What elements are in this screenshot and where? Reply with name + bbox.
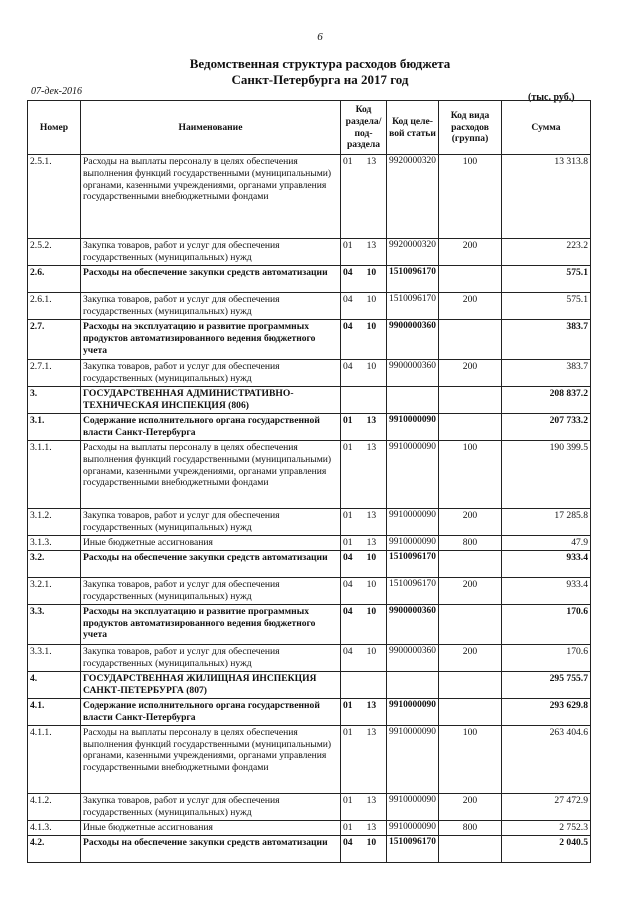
row-expense-type [439, 266, 502, 293]
row-name: Расходы на обеспечение закупки средств автоматизации [81, 266, 341, 293]
row-article: 9900000360 [387, 644, 439, 671]
row-number: 4.2. [28, 835, 81, 862]
row-name: Закупка товаров, работ и услуг для обеспечения государственных (муниципальных) нужд [81, 239, 341, 266]
row-section [341, 320, 387, 360]
row-expense-type: 200 [439, 360, 502, 387]
row-expense-type: 200 [439, 509, 502, 536]
row-section [341, 577, 387, 604]
section-code: 01 [343, 156, 353, 167]
row-sum: 13 313.8 [502, 155, 591, 239]
row-section [341, 239, 387, 266]
row-section [341, 387, 387, 414]
row-number: 3.3. [28, 604, 81, 644]
row-expense-type [439, 414, 502, 441]
section-code: 01 [343, 726, 353, 738]
row-section [341, 360, 387, 387]
row-number: 3. [28, 387, 81, 414]
table-row [28, 725, 591, 793]
section-code: 04 [343, 836, 353, 848]
row-article: 9910000090 [387, 441, 439, 509]
row-sum: 2 040.5 [502, 835, 591, 862]
row-section [341, 155, 387, 239]
subsection-code: 13 [366, 699, 377, 711]
table-row [28, 644, 591, 671]
subsection-code: 10 [366, 321, 377, 332]
subsection-code: 13 [366, 156, 377, 167]
header-name: Наименование [81, 101, 341, 155]
row-number: 2.5.2. [28, 239, 81, 266]
row-number: 3.2. [28, 550, 81, 577]
table-header-row [28, 101, 591, 155]
row-expense-type: 100 [439, 441, 502, 509]
row-article: 9900000360 [387, 604, 439, 644]
subsection-code: 10 [366, 551, 377, 563]
row-article: 9910000090 [387, 793, 439, 820]
section-code: 04 [343, 605, 353, 617]
row-sum: 263 404.6 [502, 725, 591, 793]
table-row [28, 604, 591, 644]
row-section [341, 644, 387, 671]
row-sum: 2 752.3 [502, 820, 591, 835]
row-number: 4.1. [28, 698, 81, 725]
row-expense-type: 200 [439, 239, 502, 266]
row-name: Расходы на эксплуатацию и развитие программных продуктов автоматизированного ведения бюджетного учета [81, 604, 341, 644]
row-sum: 190 399.5 [502, 441, 591, 509]
row-section [341, 414, 387, 441]
row-name: ГОСУДАРСТВЕННАЯ АДМИНИСТРАТИВНО-ТЕХНИЧЕСКАЯ ИНСПЕКЦИЯ (806) [81, 387, 341, 414]
section-code: 04 [343, 267, 353, 278]
row-expense-type: 200 [439, 577, 502, 604]
row-name: Закупка товаров, работ и услуг для обеспечения государственных (муниципальных) нужд [81, 793, 341, 820]
subsection-code: 10 [366, 605, 377, 617]
units-label: (тыс. руб.) [528, 92, 575, 103]
table-row [28, 293, 591, 320]
row-number: 3.3.1. [28, 644, 81, 671]
row-section [341, 820, 387, 835]
section-code: 01 [343, 699, 353, 711]
section-code: 01 [343, 240, 353, 251]
row-article: 9910000090 [387, 414, 439, 441]
row-sum: 208 837.2 [502, 387, 591, 414]
table-row [28, 266, 591, 293]
subsection-code: 10 [366, 578, 377, 590]
row-name: Закупка товаров, работ и услуг для обеспечения государственных (муниципальных) нужд [81, 577, 341, 604]
subsection-code: 10 [366, 836, 377, 848]
header-number: Номер [28, 101, 81, 155]
row-article: 1510096170 [387, 577, 439, 604]
row-sum: 170.6 [502, 604, 591, 644]
row-name: Расходы на обеспечение закупки средств автоматизации [81, 550, 341, 577]
row-sum: 383.7 [502, 360, 591, 387]
row-number: 4.1.3. [28, 820, 81, 835]
row-name: Иные бюджетные ассигнования [81, 536, 341, 551]
document-title [0, 56, 640, 88]
row-article: 9910000090 [387, 725, 439, 793]
section-code: 04 [343, 645, 353, 657]
row-number: 2.7.1. [28, 360, 81, 387]
row-number: 2.5.1. [28, 155, 81, 239]
row-expense-type [439, 604, 502, 644]
table-row [28, 671, 591, 698]
row-name: Иные бюджетные ассигнования [81, 820, 341, 835]
section-code: 04 [343, 294, 353, 305]
subsection-code: 13 [366, 821, 377, 833]
table-row [28, 239, 591, 266]
row-number: 2.6. [28, 266, 81, 293]
header-expense-type: Код вида расходов (группа) [439, 101, 502, 155]
section-code: 04 [343, 321, 353, 332]
table-row [28, 360, 591, 387]
header-sum: Сумма [502, 101, 591, 155]
row-section [341, 671, 387, 698]
table-row [28, 835, 591, 862]
section-code: 04 [343, 551, 353, 563]
table-row [28, 509, 591, 536]
table-row [28, 155, 591, 239]
row-expense-type: 800 [439, 820, 502, 835]
row-article: 9920000320 [387, 155, 439, 239]
row-expense-type [439, 387, 502, 414]
subsection-code: 13 [366, 726, 377, 738]
row-section [341, 536, 387, 551]
row-name: Расходы на выплаты персоналу в целях обеспечения выполнения функций государственными (муниципальными) органами, казенными учреждениями, органами управления государственными внебюджетными фондами [81, 155, 341, 239]
row-expense-type [439, 671, 502, 698]
row-name: ГОСУДАРСТВЕННАЯ ЖИЛИЩНАЯ ИНСПЕКЦИЯ САНКТ-ПЕТЕРБУРГА (807) [81, 671, 341, 698]
table-row [28, 550, 591, 577]
row-article: 9900000360 [387, 320, 439, 360]
section-code: 01 [343, 510, 353, 521]
section-code: 01 [343, 537, 353, 548]
row-number: 4.1.2. [28, 793, 81, 820]
subsection-code: 13 [366, 537, 377, 548]
row-section [341, 293, 387, 320]
row-expense-type: 200 [439, 644, 502, 671]
row-expense-type: 200 [439, 293, 502, 320]
row-article: 1510096170 [387, 266, 439, 293]
row-section [341, 266, 387, 293]
section-code: 04 [343, 361, 353, 372]
row-number: 4.1.1. [28, 725, 81, 793]
subsection-code: 10 [366, 294, 377, 305]
table-row [28, 536, 591, 551]
row-sum: 17 285.8 [502, 509, 591, 536]
row-article: 9910000090 [387, 536, 439, 551]
row-number: 3.1.2. [28, 509, 81, 536]
row-sum: 47.9 [502, 536, 591, 551]
title-line-1: Ведомственная структура расходов бюджета [189, 56, 451, 71]
row-sum: 575.1 [502, 293, 591, 320]
row-section [341, 441, 387, 509]
row-name: Содержание исполнительного органа государственной власти Санкт-Петербурга [81, 698, 341, 725]
row-sum: 27 472.9 [502, 793, 591, 820]
row-sum: 293 629.8 [502, 698, 591, 725]
row-article [387, 671, 439, 698]
row-number: 2.7. [28, 320, 81, 360]
row-name: Закупка товаров, работ и услуг для обеспечения государственных (муниципальных) нужд [81, 293, 341, 320]
subsection-code: 13 [366, 794, 377, 806]
section-code: 01 [343, 794, 353, 806]
row-name: Закупка товаров, работ и услуг для обеспечения государственных (муниципальных) нужд [81, 360, 341, 387]
table-row [28, 414, 591, 441]
section-code: 01 [343, 442, 353, 453]
row-article: 1510096170 [387, 550, 439, 577]
row-sum: 170.6 [502, 644, 591, 671]
row-article: 9920000320 [387, 239, 439, 266]
row-section [341, 835, 387, 862]
row-article: 9910000090 [387, 698, 439, 725]
header-article: Код целе-вой статьи [387, 101, 439, 155]
row-expense-type: 800 [439, 536, 502, 551]
section-code: 01 [343, 415, 353, 426]
row-name: Закупка товаров, работ и услуг для обеспечения государственных (муниципальных) нужд [81, 644, 341, 671]
row-name: Расходы на обеспечение закупки средств автоматизации [81, 835, 341, 862]
row-number: 2.6.1. [28, 293, 81, 320]
row-expense-type: 100 [439, 155, 502, 239]
row-sum: 933.4 [502, 577, 591, 604]
row-name: Закупка товаров, работ и услуг для обеспечения государственных (муниципальных) нужд [81, 509, 341, 536]
row-number: 3.1. [28, 414, 81, 441]
subsection-code: 10 [366, 267, 377, 278]
subsection-code: 13 [366, 240, 377, 251]
row-article: 1510096170 [387, 835, 439, 862]
row-expense-type [439, 320, 502, 360]
row-section [341, 550, 387, 577]
table-row [28, 820, 591, 835]
row-name: Расходы на выплаты персоналу в целях обеспечения выполнения функций государственными (муниципальными) органами, казенными учреждениями, органами управления государственными внебюджетными фондами [81, 441, 341, 509]
row-number: 3.1.3. [28, 536, 81, 551]
row-number: 3.1.1. [28, 441, 81, 509]
row-expense-type [439, 550, 502, 577]
row-article: 9910000090 [387, 820, 439, 835]
table-row [28, 698, 591, 725]
subsection-code: 13 [366, 510, 377, 521]
section-code: 01 [343, 821, 353, 833]
row-section [341, 698, 387, 725]
header-section: Код раздела/ под-раздела [341, 101, 387, 155]
table-row [28, 441, 591, 509]
table-row [28, 577, 591, 604]
row-name: Содержание исполнительного органа государственной власти Санкт-Петербурга [81, 414, 341, 441]
row-expense-type: 200 [439, 793, 502, 820]
subsection-code: 10 [366, 645, 377, 657]
subsection-code: 13 [366, 415, 377, 426]
section-code: 04 [343, 578, 353, 590]
table-body [28, 155, 591, 863]
row-expense-type [439, 835, 502, 862]
row-section [341, 725, 387, 793]
row-article: 1510096170 [387, 293, 439, 320]
title-line-2: Санкт-Петербурга на 2017 год [231, 72, 409, 87]
subsection-code: 13 [366, 442, 377, 453]
row-article [387, 387, 439, 414]
table-row [28, 320, 591, 360]
row-section [341, 509, 387, 536]
row-number: 3.2.1. [28, 577, 81, 604]
row-sum: 207 733.2 [502, 414, 591, 441]
row-sum: 295 755.7 [502, 671, 591, 698]
row-section [341, 604, 387, 644]
page-number: 6 [317, 31, 323, 43]
table-row [28, 387, 591, 414]
row-number: 4. [28, 671, 81, 698]
row-name: Расходы на эксплуатацию и развитие программных продуктов автоматизированного ведения бюджетного учета [81, 320, 341, 360]
row-sum: 223.2 [502, 239, 591, 266]
row-article: 9910000090 [387, 509, 439, 536]
row-sum: 383.7 [502, 320, 591, 360]
table-row [28, 793, 591, 820]
row-section [341, 793, 387, 820]
row-article: 9900000360 [387, 360, 439, 387]
row-sum: 933.4 [502, 550, 591, 577]
row-expense-type [439, 698, 502, 725]
row-expense-type: 100 [439, 725, 502, 793]
subsection-code: 10 [366, 361, 377, 372]
document-date: 07-дек-2016 [31, 86, 82, 97]
row-sum: 575.1 [502, 266, 591, 293]
row-name: Расходы на выплаты персоналу в целях обеспечения выполнения функций государственными (муниципальными) органами, казенными учреждениями, органами управления государственными внебюджетными фондами [81, 725, 341, 793]
budget-table [27, 100, 591, 863]
